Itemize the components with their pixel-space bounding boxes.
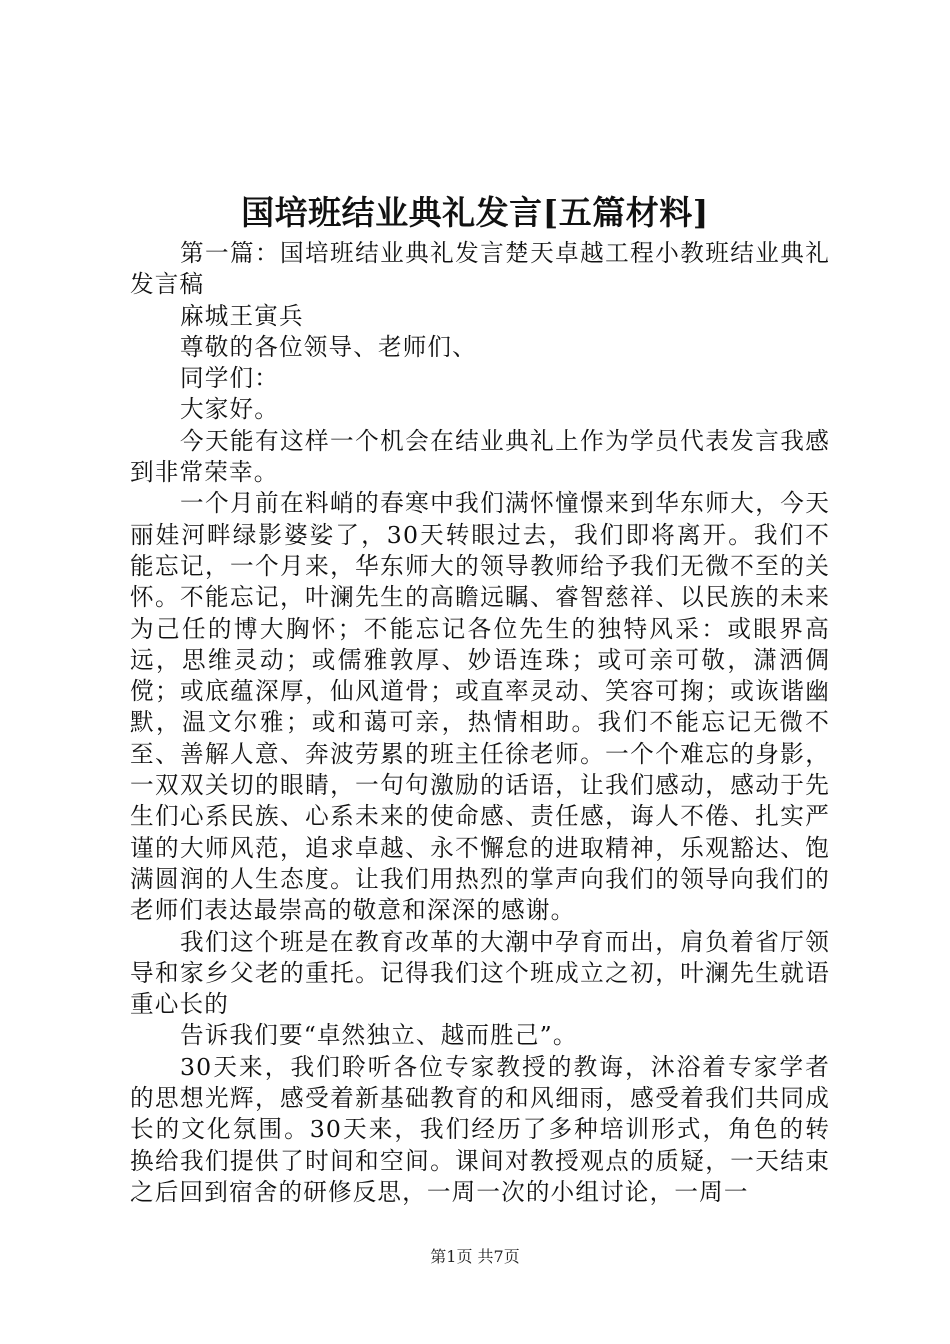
paragraph-author: 麻城王寅兵 [180,301,304,330]
paragraph-salutation-2: 同学们： [180,364,279,393]
paragraph-section-heading: 第一篇：国培班结业典礼发言楚天卓越工程小教班结业典礼发言稿 [130,239,830,299]
paragraph-body: 我们这个班是在教育改革的大潮中孕育而出，肩负着省厅领导和家乡父老的重托。记得我们这个班成立之初，叶澜先生就语重心长的 [130,927,830,1019]
page-number-footer: 第1页 共7页 [430,1247,520,1266]
paragraph-greeting: 大家好。 [180,395,279,424]
document-body [130,238,830,1208]
paragraph-body: 30天来，我们聆听各位专家教授的教诲，沐浴着专家学者的思想光辉，感受着新基础教育的和风细雨，感受着我们共同成长的文化氛围。30天来，我们经历了多种培训形式，角色的转换给我们提供了时间和空间。课间对教授观点的质疑，一天结束之后回到宿舍的研修反思，一周一次的小组讨论，一周一 [130,1052,830,1206]
paragraph-body: 今天能有这样一个机会在结业典礼上作为学员代表发言我感到非常荣幸。 [130,426,830,487]
paragraph-salutation: 尊敬的各位领导、老师们、 [180,332,477,361]
paragraph-body: 一个月前在料峭的春寒中我们满怀憧憬来到华东师大，今天丽娃河畔绿影婆娑了，30天转眼过去，我们即将离开。我们不能忘记，一个月来，华东师大的领导教师给予我们无微不至的关怀。不能忘记，叶澜先生的高瞻远瞩、睿智慈祥、以民族的未来为己任的博大胸怀；不能忘记各位先生的独特风采：或眼界高远，思维灵动；或儒雅敦厚、妙语连珠；或可亲可敬，潇洒倜傥；或底蕴深厚，仙风道骨；或直率灵动、笑容可掬；或诙谐幽默，温文尔雅；或和蔼可亲，热情相助。我们不能忘记无微不至、善解人意、奔波劳累的班主任徐老师。一个个难忘的身影，一双双关切的眼睛，一句句激励的话语，让我们感动，感动于先生们心系民族、心系未来的使命感、责任感，诲人不倦、扎实严谨的大师风范，追求卓越、永不懈怠的进取精神，乐观豁达、饱满圆润的人生态度。让我们用热烈的掌声向我们的领导向我们的老师们表达最崇高的敬意和深深的感谢。 [130,489,830,925]
document-title: 国培班结业典礼发言[五篇材料] [241,193,709,232]
paragraph-body: 告诉我们要“卓然独立、越而胜己”。 [180,1021,578,1050]
